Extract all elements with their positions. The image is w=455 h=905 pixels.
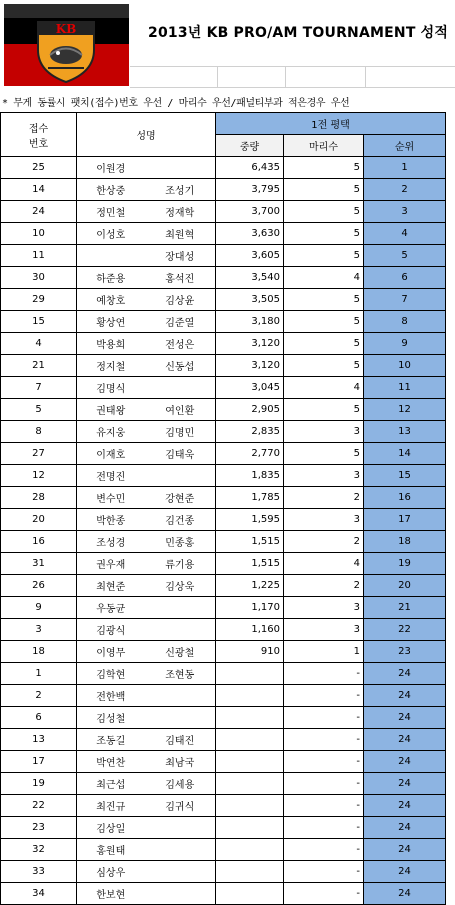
entry-no-cell: 31 xyxy=(1,553,77,575)
table-row xyxy=(1,839,446,861)
name-cell: 한보현 xyxy=(77,883,145,905)
table-row xyxy=(1,597,446,619)
rank-cell: 24 xyxy=(364,795,446,817)
partner-name-cell xyxy=(145,883,216,905)
fish-count-cell: 4 xyxy=(284,377,364,399)
rank-cell: 19 xyxy=(364,553,446,575)
logo-kb-text: KB xyxy=(55,22,77,36)
entry-no-cell: 9 xyxy=(1,597,77,619)
name-cell: 전한백 xyxy=(77,685,145,707)
table-row xyxy=(1,663,446,685)
rank-cell: 24 xyxy=(364,685,446,707)
rank-cell: 15 xyxy=(364,465,446,487)
partner-name-cell: 김준열 xyxy=(145,311,216,333)
fish-count-cell: 2 xyxy=(284,575,364,597)
weight-cell: 1,595 xyxy=(216,509,284,531)
entry-no-cell: 19 xyxy=(1,773,77,795)
partner-name-cell xyxy=(145,707,216,729)
rank-cell: 14 xyxy=(364,443,446,465)
table-row xyxy=(1,817,446,839)
weight-cell: 910 xyxy=(216,641,284,663)
fish-count-cell: 4 xyxy=(284,267,364,289)
rank-cell: 9 xyxy=(364,333,446,355)
name-cell: 전명진 xyxy=(77,465,145,487)
rank-cell: 24 xyxy=(364,861,446,883)
fish-count-cell: 5 xyxy=(284,399,364,421)
table-row xyxy=(1,575,446,597)
entry-no-cell: 30 xyxy=(1,267,77,289)
weight-cell: 1,515 xyxy=(216,553,284,575)
name-cell: 박연찬 xyxy=(77,751,145,773)
rank-cell: 8 xyxy=(364,311,446,333)
col-header-entry-no-line1: 접수 xyxy=(28,123,49,135)
col-header-entry-no-line2: 번호 xyxy=(28,138,49,150)
partner-name-cell: 강현준 xyxy=(145,487,216,509)
name-cell: 김광식 xyxy=(77,619,145,641)
name-cell: 예창호 xyxy=(77,289,145,311)
fish-count-cell: 3 xyxy=(284,619,364,641)
col-header-entry-no xyxy=(1,113,77,157)
fish-count-cell: 5 xyxy=(284,443,364,465)
rank-cell: 24 xyxy=(364,663,446,685)
fish-count-cell: 3 xyxy=(284,597,364,619)
weight-cell: 3,630 xyxy=(216,223,284,245)
entry-no-cell: 2 xyxy=(1,685,77,707)
table-row xyxy=(1,443,446,465)
entry-no-cell: 3 xyxy=(1,619,77,641)
partner-name-cell xyxy=(145,597,216,619)
entry-no-cell: 28 xyxy=(1,487,77,509)
name-cell: 최근섭 xyxy=(77,773,145,795)
fish-count-cell: 1 xyxy=(284,641,364,663)
weight-cell: 3,120 xyxy=(216,333,284,355)
rank-cell: 17 xyxy=(364,509,446,531)
rank-cell: 12 xyxy=(364,399,446,421)
name-cell: 하준용 xyxy=(77,267,145,289)
table-row xyxy=(1,861,446,883)
weight-cell: 3,795 xyxy=(216,179,284,201)
partner-name-cell: 정재학 xyxy=(145,201,216,223)
table-row xyxy=(1,201,446,223)
name-cell: 정지철 xyxy=(77,355,145,377)
table-row xyxy=(1,157,446,179)
entry-no-cell: 25 xyxy=(1,157,77,179)
partner-name-cell: 조성기 xyxy=(145,179,216,201)
table-row xyxy=(1,377,446,399)
col-header-weight: 중량 xyxy=(216,135,284,157)
name-cell xyxy=(77,245,145,267)
fish-count-cell: 5 xyxy=(284,201,364,223)
table-row xyxy=(1,355,446,377)
weight-cell: 3,540 xyxy=(216,267,284,289)
weight-cell xyxy=(216,751,284,773)
weight-cell xyxy=(216,817,284,839)
table-row xyxy=(1,553,446,575)
rank-cell: 21 xyxy=(364,597,446,619)
name-cell: 김학현 xyxy=(77,663,145,685)
fish-count-cell: 5 xyxy=(284,223,364,245)
entry-no-cell: 17 xyxy=(1,751,77,773)
rank-cell: 18 xyxy=(364,531,446,553)
fish-count-cell: - xyxy=(284,707,364,729)
entry-no-cell: 6 xyxy=(1,707,77,729)
fish-count-cell: 5 xyxy=(284,355,364,377)
name-cell: 변수민 xyxy=(77,487,145,509)
col-header-fish-count: 마리수 xyxy=(284,135,364,157)
entry-no-cell: 12 xyxy=(1,465,77,487)
table-row xyxy=(1,399,446,421)
rank-cell: 24 xyxy=(364,817,446,839)
weight-cell: 1,515 xyxy=(216,531,284,553)
ranking-rule-note: * 무게 동률시 팻치(접수)번호 우선 / 마리수 우선/패널티부과 적은경우 우선 xyxy=(2,98,350,109)
partner-name-cell xyxy=(145,685,216,707)
partner-name-cell: 김세용 xyxy=(145,773,216,795)
partner-name-cell xyxy=(145,817,216,839)
fish-count-cell: 3 xyxy=(284,509,364,531)
rank-cell: 4 xyxy=(364,223,446,245)
rank-cell: 20 xyxy=(364,575,446,597)
fish-count-cell: 3 xyxy=(284,465,364,487)
fish-count-cell: 5 xyxy=(284,333,364,355)
weight-cell: 3,120 xyxy=(216,355,284,377)
weight-cell: 3,180 xyxy=(216,311,284,333)
table-row xyxy=(1,223,446,245)
name-cell: 우동균 xyxy=(77,597,145,619)
entry-no-cell: 7 xyxy=(1,377,77,399)
weight-cell: 3,045 xyxy=(216,377,284,399)
weight-cell xyxy=(216,883,284,905)
entry-no-cell: 22 xyxy=(1,795,77,817)
fish-count-cell: - xyxy=(284,795,364,817)
entry-no-cell: 20 xyxy=(1,509,77,531)
col-header-name: 성명 xyxy=(77,113,216,157)
name-cell: 심상우 xyxy=(77,861,145,883)
name-cell: 최현준 xyxy=(77,575,145,597)
partner-name-cell: 신동섭 xyxy=(145,355,216,377)
fish-count-cell: 5 xyxy=(284,179,364,201)
table-row xyxy=(1,795,446,817)
rank-cell: 10 xyxy=(364,355,446,377)
rank-cell: 22 xyxy=(364,619,446,641)
entry-no-cell: 32 xyxy=(1,839,77,861)
rank-cell: 11 xyxy=(364,377,446,399)
weight-cell: 3,505 xyxy=(216,289,284,311)
partner-name-cell: 김태욱 xyxy=(145,443,216,465)
table-row xyxy=(1,465,446,487)
rank-cell: 24 xyxy=(364,883,446,905)
weight-cell xyxy=(216,861,284,883)
rank-cell: 2 xyxy=(364,179,446,201)
rank-cell: 6 xyxy=(364,267,446,289)
partner-name-cell: 장대성 xyxy=(145,245,216,267)
table-row xyxy=(1,773,446,795)
name-cell: 이영무 xyxy=(77,641,145,663)
weight-cell: 1,170 xyxy=(216,597,284,619)
weight-cell xyxy=(216,729,284,751)
page-title: 2013년 KB PRO/AM TOURNAMENT 성적 xyxy=(148,25,449,41)
entry-no-cell: 5 xyxy=(1,399,77,421)
table-row xyxy=(1,245,446,267)
fish-count-cell: 5 xyxy=(284,311,364,333)
weight-cell xyxy=(216,773,284,795)
rank-cell: 5 xyxy=(364,245,446,267)
weight-cell: 3,605 xyxy=(216,245,284,267)
weight-cell xyxy=(216,707,284,729)
table-row xyxy=(1,883,446,905)
rank-cell: 24 xyxy=(364,751,446,773)
partner-name-cell: 김상욱 xyxy=(145,575,216,597)
table-row xyxy=(1,619,446,641)
fish-count-cell: 4 xyxy=(284,553,364,575)
partner-name-cell xyxy=(145,839,216,861)
partner-name-cell: 여인환 xyxy=(145,399,216,421)
name-cell: 김성철 xyxy=(77,707,145,729)
weight-cell: 1,160 xyxy=(216,619,284,641)
table-row xyxy=(1,179,446,201)
table-row xyxy=(1,487,446,509)
name-cell: 이원경 xyxy=(77,157,145,179)
name-cell: 김명식 xyxy=(77,377,145,399)
table-row xyxy=(1,509,446,531)
partner-name-cell xyxy=(145,157,216,179)
weight-cell: 2,835 xyxy=(216,421,284,443)
name-cell: 박한종 xyxy=(77,509,145,531)
entry-no-cell: 8 xyxy=(1,421,77,443)
fish-count-cell: - xyxy=(284,883,364,905)
fish-count-cell: - xyxy=(284,685,364,707)
name-cell: 조동길 xyxy=(77,729,145,751)
rank-cell: 24 xyxy=(364,707,446,729)
name-cell: 권우재 xyxy=(77,553,145,575)
table-row xyxy=(1,421,446,443)
rank-cell: 13 xyxy=(364,421,446,443)
partner-name-cell: 민종홍 xyxy=(145,531,216,553)
fish-count-cell: - xyxy=(284,817,364,839)
entry-no-cell: 10 xyxy=(1,223,77,245)
rank-cell: 1 xyxy=(364,157,446,179)
kb-logo xyxy=(4,4,129,86)
entry-no-cell: 26 xyxy=(1,575,77,597)
partner-name-cell: 조현동 xyxy=(145,663,216,685)
name-cell: 한상중 xyxy=(77,179,145,201)
name-cell: 권태왕 xyxy=(77,399,145,421)
table-row xyxy=(1,641,446,663)
entry-no-cell: 34 xyxy=(1,883,77,905)
rank-cell: 23 xyxy=(364,641,446,663)
table-row xyxy=(1,311,446,333)
weight-cell xyxy=(216,795,284,817)
fish-count-cell: - xyxy=(284,729,364,751)
name-cell: 유지웅 xyxy=(77,421,145,443)
table-row xyxy=(1,531,446,553)
name-cell: 홍원태 xyxy=(77,839,145,861)
partner-name-cell: 김상윤 xyxy=(145,289,216,311)
table-row xyxy=(1,685,446,707)
fish-count-cell: - xyxy=(284,861,364,883)
weight-cell: 2,770 xyxy=(216,443,284,465)
name-cell: 최진규 xyxy=(77,795,145,817)
fish-count-cell: 5 xyxy=(284,289,364,311)
entry-no-cell: 27 xyxy=(1,443,77,465)
entry-no-cell: 4 xyxy=(1,333,77,355)
weight-cell: 1,835 xyxy=(216,465,284,487)
entry-no-cell: 21 xyxy=(1,355,77,377)
partner-name-cell: 김명민 xyxy=(145,421,216,443)
partner-name-cell: 김건종 xyxy=(145,509,216,531)
weight-cell xyxy=(216,685,284,707)
partner-name-cell xyxy=(145,465,216,487)
partner-name-cell: 전성은 xyxy=(145,333,216,355)
results-table xyxy=(0,112,446,905)
name-cell: 황상연 xyxy=(77,311,145,333)
name-cell: 정민철 xyxy=(77,201,145,223)
partner-name-cell: 김귀식 xyxy=(145,795,216,817)
rank-cell: 24 xyxy=(364,839,446,861)
weight-cell xyxy=(216,663,284,685)
partner-name-cell: 홍석진 xyxy=(145,267,216,289)
fish-count-cell: 2 xyxy=(284,487,364,509)
weight-cell: 6,435 xyxy=(216,157,284,179)
partner-name-cell xyxy=(145,619,216,641)
entry-no-cell: 15 xyxy=(1,311,77,333)
rank-cell: 16 xyxy=(364,487,446,509)
weight-cell: 1,225 xyxy=(216,575,284,597)
entry-no-cell: 23 xyxy=(1,817,77,839)
header-grid xyxy=(130,0,455,88)
table-row xyxy=(1,333,446,355)
entry-no-cell: 14 xyxy=(1,179,77,201)
partner-name-cell xyxy=(145,861,216,883)
entry-no-cell: 1 xyxy=(1,663,77,685)
fish-count-cell: 5 xyxy=(284,157,364,179)
partner-name-cell xyxy=(145,377,216,399)
entry-no-cell: 11 xyxy=(1,245,77,267)
table-row xyxy=(1,751,446,773)
fish-count-cell: - xyxy=(284,663,364,685)
page-header xyxy=(0,0,455,88)
table-row xyxy=(1,267,446,289)
entry-no-cell: 33 xyxy=(1,861,77,883)
partner-name-cell: 신광철 xyxy=(145,641,216,663)
fish-count-cell: 2 xyxy=(284,531,364,553)
fish-count-cell: - xyxy=(284,773,364,795)
entry-no-cell: 18 xyxy=(1,641,77,663)
fish-count-cell: 5 xyxy=(284,245,364,267)
entry-no-cell: 29 xyxy=(1,289,77,311)
table-row xyxy=(1,289,446,311)
fish-count-cell: - xyxy=(284,751,364,773)
rank-cell: 24 xyxy=(364,729,446,751)
name-cell: 이성호 xyxy=(77,223,145,245)
fish-count-cell: 3 xyxy=(284,421,364,443)
rank-cell: 3 xyxy=(364,201,446,223)
partner-name-cell: 김태진 xyxy=(145,729,216,751)
partner-name-cell: 최남국 xyxy=(145,751,216,773)
name-cell: 이재호 xyxy=(77,443,145,465)
name-cell: 김상일 xyxy=(77,817,145,839)
weight-cell: 2,905 xyxy=(216,399,284,421)
rank-cell: 7 xyxy=(364,289,446,311)
partner-name-cell: 류기용 xyxy=(145,553,216,575)
table-row xyxy=(1,729,446,751)
shield-logo-icon xyxy=(34,10,98,84)
fish-count-cell: - xyxy=(284,839,364,861)
entry-no-cell: 13 xyxy=(1,729,77,751)
weight-cell xyxy=(216,839,284,861)
weight-cell: 3,700 xyxy=(216,201,284,223)
entry-no-cell: 24 xyxy=(1,201,77,223)
table-row xyxy=(1,707,446,729)
col-group-round1: 1전 평택 xyxy=(216,113,446,135)
col-header-rank: 순위 xyxy=(364,135,446,157)
weight-cell: 1,785 xyxy=(216,487,284,509)
entry-no-cell: 16 xyxy=(1,531,77,553)
name-cell: 박용희 xyxy=(77,333,145,355)
rank-cell: 24 xyxy=(364,773,446,795)
name-cell: 조성경 xyxy=(77,531,145,553)
partner-name-cell: 최원혁 xyxy=(145,223,216,245)
